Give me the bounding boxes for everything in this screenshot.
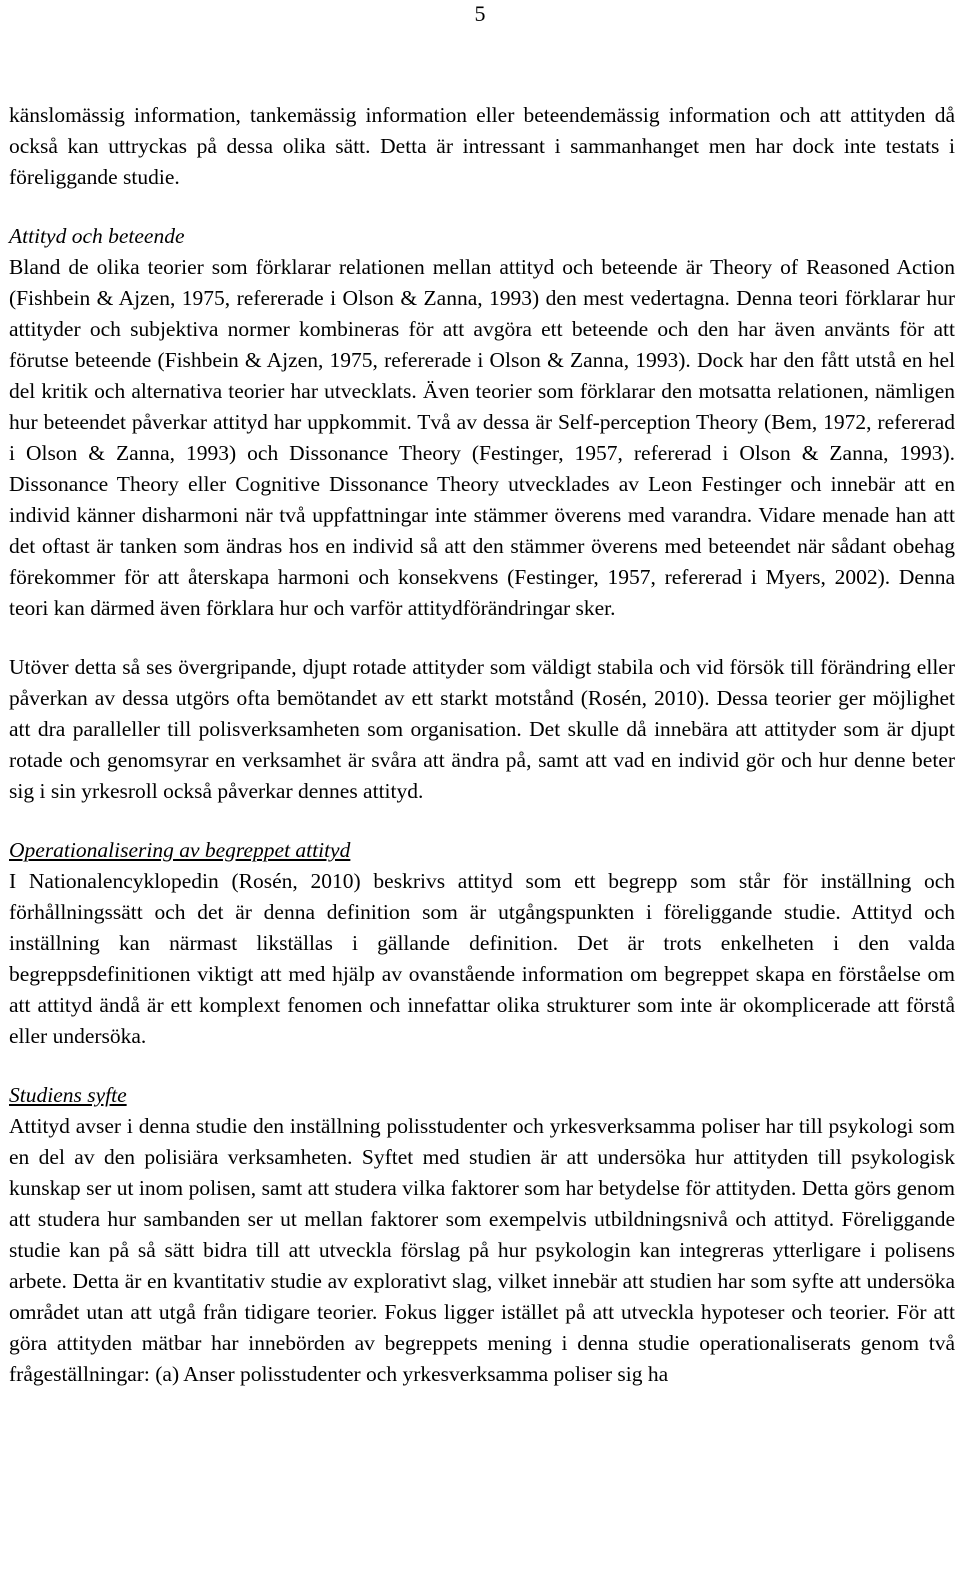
paragraph-utover: Utöver detta så ses övergripande, djupt rotade attityder som väldigt stabila och vid försök till förändring eller påverkan av dessa utgörs ofta bemötandet av ett starkt motstånd (Rosén, 2010). Dessa teorier ger möjlighet att dra paralleller till polisverksamheten som organisation. Det skulle då innebära att attityder som är djupt rotade och genomsyrar en verksamhet är svåra att ändra på, samt att vad en individ gör och hur denne beter sig i sin yrkesroll också påverkar dennes attityd. (9, 655, 955, 803)
page-number: 5 (474, 1, 486, 26)
paragraph-operationalisering: I Nationalencyklopedin (Rosén, 2010) beskrivs attityd som ett begrepp som står för inställning och förhållningssätt och det är denna definition som är utgångspunkten i föreliggande studie. Attityd och inställning kan närmast likställas i gällande definition. Det är trots enkelheten i den valda begreppsdefinitionen viktigt att med hjälp av ovanstående information om begreppet skapa en förståelse om att attityd ändå är ett komplext fenomen och innefattar olika strukturer som inte är okomplicerade att förstå eller undersöka. (9, 869, 955, 1048)
paragraph-gap (9, 193, 955, 221)
paragraph-gap (9, 624, 955, 652)
heading-operationalisering: Operationalisering av begreppet attityd (9, 838, 351, 862)
heading-attityd-och-beteende: Attityd och beteende (9, 224, 185, 248)
paragraph-studiens-syfte: Attityd avser i denna studie den inställning polisstudenter och yrkesverksamma poliser har till psykologi som en del av den polisiära verksamheten. Syftet med studien är att undersöka hur attityden till psykologisk kunskap ser ut inom polisen, samt att studera vilka faktorer som har betydelse för attityden. Detta görs genom att studera hur sambanden ser ut mellan faktorer som exempelvis utbildningsnivå och attityd. Föreliggande studie kan på så sätt bidra till att utveckla förslag på hur psykologin kan integreras ytterligare i polisens arbete. Detta är en kvantitativ studie av explorativt slag, vilket innebär att studien har som syfte att undersöka området utan att utgå från tidigare teorier. Fokus ligger istället på att utveckla hypoteser och teorier. För att göra attityden mätbar har innebörden av begreppets mening i denna studie operationaliserats genom två frågeställningar: (a) Anser polisstudenter och yrkesverksamma poliser sig ha (9, 1114, 955, 1386)
paragraph-attityd-och-beteende: Bland de olika teorier som förklarar relationen mellan attityd och beteende är Theory of Reasoned Action (Fishbein & Ajzen, 1975, refererade i Olson & Zanna, 1993) den mest vedertagna. Denna teori förklarar hur attityder och subjektiva normer kombineras för att avgöra ett beteende och den har även använts för att förutse beteende (Fishbein & Ajzen, 1975, refererade i Olson & Zanna, 1993). Dock har den fått utstå en hel del kritik och alternativa teorier har utvecklats. Även teorier som förklarar den motsatta relationen, nämligen hur beteendet påverkar attityd har uppkommit. Två av dessa är Self-perception Theory (Bem, 1972, refererad i Olson & Zanna, 1993) och Dissonance Theory (Festinger, 1957, refererad i Olson & Zanna, 1993). Dissonance Theory eller Cognitive Dissonance Theory utvecklades av Leon Festinger och innebär att en individ känner disharmoni när två uppfattningar inte stämmer överens med varandra. Vidare menade han att det oftast är tanken som ändras hos en individ så att den stämmer överens med beteendet när sådant obehag förekommer för att återskapa harmoni och konsekvens (Festinger, 1957, refererad i Myers, 2002). Denna teori kan därmed även förklara hur och varför attitydförändringar sker. (9, 255, 955, 620)
paragraph-gap (9, 1052, 955, 1080)
document-body (9, 100, 955, 1390)
heading-studiens-syfte: Studiens syfte (9, 1083, 127, 1107)
paragraph-gap (9, 807, 955, 835)
paragraph-intro: känslomässig information, tankemässig information eller beteendemässig information och att attityden då också kan uttryckas på dessa olika sätt. Detta är intressant i sammanhanget men har dock inte testats i föreliggande studie. (9, 103, 955, 189)
